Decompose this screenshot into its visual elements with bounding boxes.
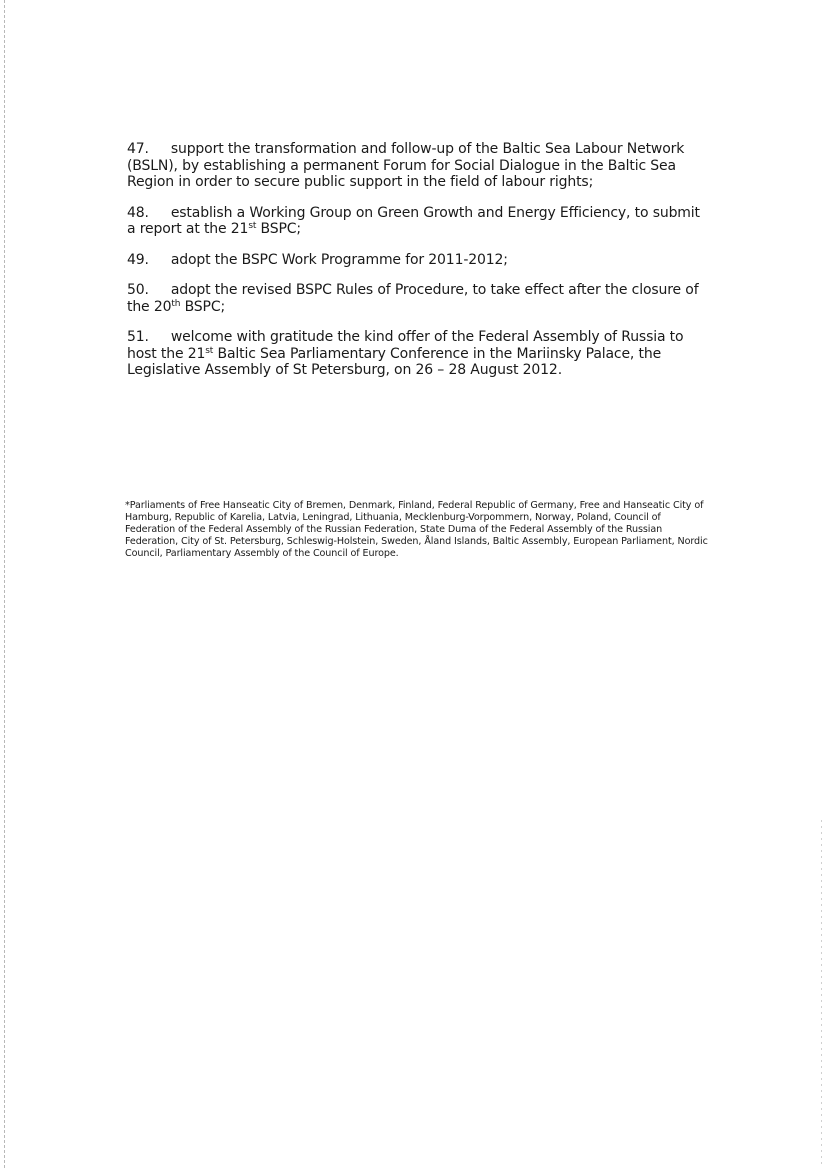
resolution-paragraphs <box>127 141 707 393</box>
paragraph-text-end: Baltic Sea Parliamentary Conference in the Mariinsky Palace, the Legislative Assembly of St Petersburg, on 26 – 28 August 2012. <box>127 345 662 378</box>
paragraph-text-end: BSPC; <box>256 221 301 237</box>
paragraph-text: adopt the BSPC Work Programme for 2011-2012; <box>170 251 508 268</box>
paragraph-number: 49. <box>127 251 149 268</box>
paragraph-text: establish a Working Group on Green Growth and Energy Efficiency, to submit a report at the 21 <box>127 204 700 237</box>
ordinal-suffix: st <box>248 221 257 231</box>
ordinal-suffix: th <box>171 298 181 309</box>
paragraph-50 <box>127 282 707 315</box>
paragraph-text: support the transformation and follow-up of the Baltic Sea Labour Network (BSLN), by establishing a permanent Forum for Social Dialogue in the Baltic Sea Region in order to secure public support in the field of labour rights; <box>127 141 685 190</box>
paragraph-number: 51. <box>127 329 149 345</box>
paragraph-number: 47. <box>127 141 149 157</box>
scan-edge-left <box>4 0 5 1168</box>
paragraph-47 <box>127 141 707 191</box>
footnote-parliaments: *Parliaments of Free Hanseatic City of Bremen, Denmark, Finland, Federal Republic of Germany, Free and Hanseatic City of Hamburg, Republic of Karelia, Latvia, Leningrad, Lithuania, Mecklenburg-Vorpommern, Norway, Poland, Council of Federation of the Federal Assembly of the Russian Federation, State Duma of the Federal Assembly of the Russian Federation, City of St. Petersburg, Schleswig-Holstein, Sweden, Åland Islands, Baltic Assembly, European Parliament, Nordic Council, Parliamentary Assembly of the Council of Europe. <box>125 500 708 559</box>
paragraph-48 <box>127 205 707 238</box>
paragraph-text-end: BSPC; <box>180 298 226 315</box>
paragraph-number: 48. <box>127 204 149 221</box>
paragraph-text: adopt the revised BSPC Rules of Procedure, to take effect after the closure of the 20 <box>127 282 699 315</box>
paragraph-text: welcome with gratitude the kind offer of the Federal Assembly of Russia to host the 21 <box>127 329 684 362</box>
scan-edge-right <box>821 820 822 1168</box>
paragraph-number: 50. <box>127 282 149 298</box>
ordinal-suffix: st <box>205 345 214 356</box>
paragraph-51 <box>127 329 707 379</box>
paragraph-49 <box>127 252 707 269</box>
